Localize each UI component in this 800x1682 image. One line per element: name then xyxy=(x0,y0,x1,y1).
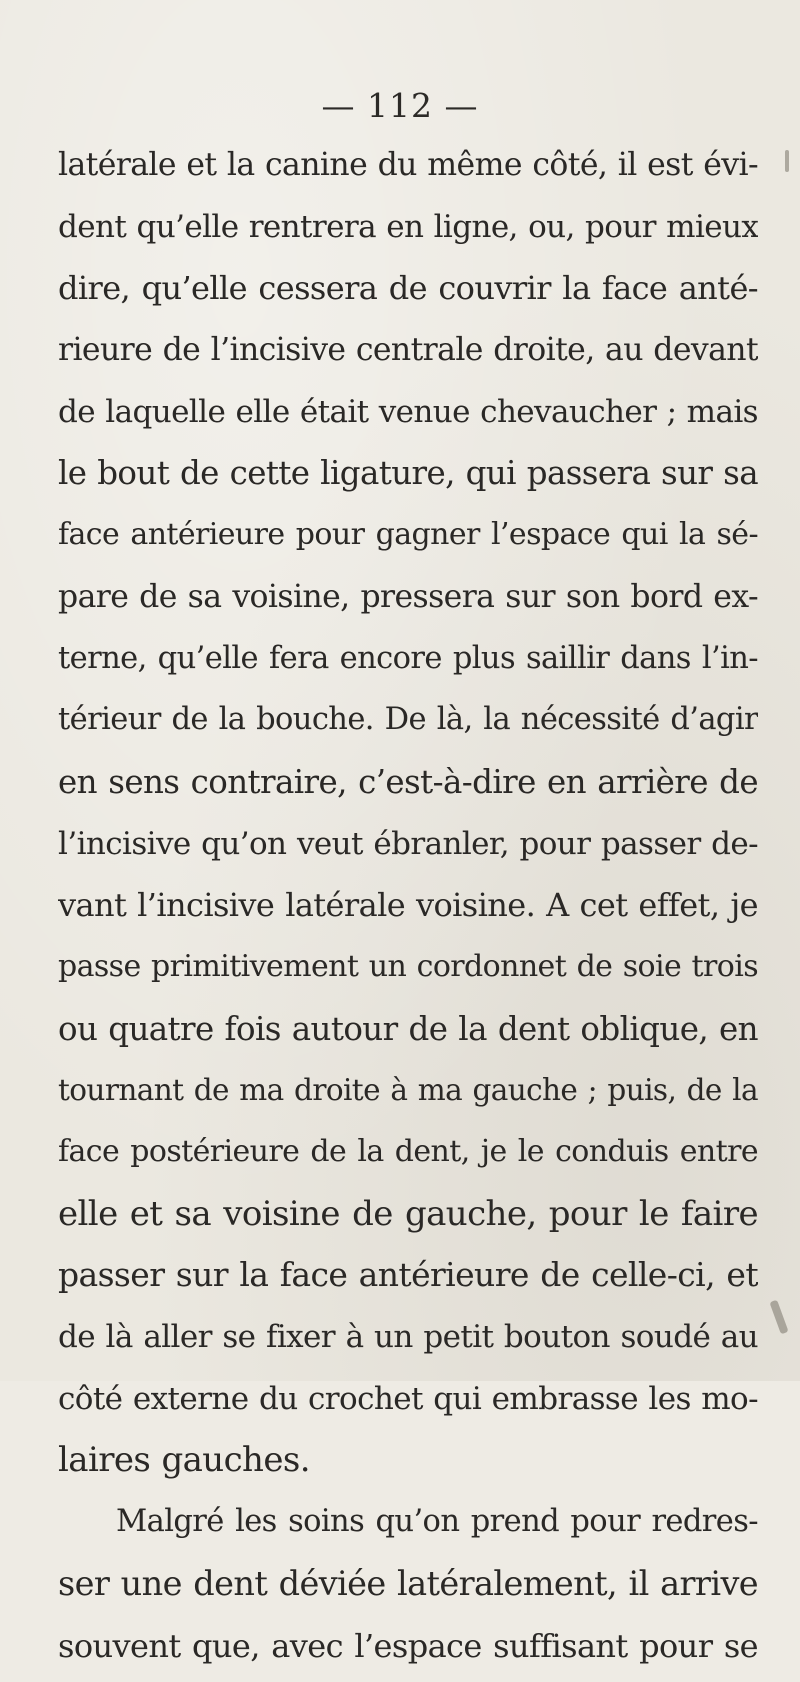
paper-blemish xyxy=(785,150,789,172)
text-line: ou quatre fois autour de la dent oblique, en xyxy=(58,1004,758,1066)
paper-blemish xyxy=(769,1300,788,1335)
paragraph-first-line: Malgré les soins qu’on prend pour redres- xyxy=(58,1497,758,1559)
text-line: latérale et la canine du même côté, il est évi- xyxy=(58,140,758,202)
text-line: dent qu’elle rentrera en ligne, ou, pour mieux xyxy=(58,202,758,264)
page-number-header: — 112 — xyxy=(0,88,800,124)
text-line: souvent que, avec l’espace suffisant pour se xyxy=(58,1621,758,1682)
text-line: de laquelle elle était venue chevaucher ; mais xyxy=(58,387,758,449)
text-line: pare de sa voisine, pressera sur son bord ex- xyxy=(58,572,758,634)
text-line: face postérieure de la dent, je le conduis entre xyxy=(58,1127,758,1189)
text-line: tournant de ma droite à ma gauche ; puis, de la xyxy=(58,1065,758,1127)
paragraph-last-line: laires gauches. xyxy=(58,1435,758,1497)
text-line: côté externe du crochet qui embrasse les mo- xyxy=(58,1374,758,1436)
text-line: vant l’incisive latérale voisine. A cet effet, je xyxy=(58,880,758,942)
text-line: terne, qu’elle fera encore plus saillir dans l’in- xyxy=(58,634,758,696)
text-line: ser une dent déviée latéralement, il arrive xyxy=(58,1559,758,1621)
text-line: térieur de la bouche. De là, la nécessité d’agir xyxy=(58,695,758,757)
text-line: l’incisive qu’on veut ébranler, pour passer de- xyxy=(58,819,758,881)
text-line: face antérieure pour gagner l’espace qui la sé- xyxy=(58,510,758,572)
text-line: de là aller se fixer à un petit bouton soudé au xyxy=(58,1312,758,1374)
text-line: le bout de cette ligature, qui passera sur sa xyxy=(58,448,758,510)
text-line: passe primitivement un cordonnet de soie trois xyxy=(58,942,758,1004)
text-line: passer sur la face antérieure de celle-ci, et xyxy=(58,1250,758,1312)
page-body-text xyxy=(58,140,758,1682)
text-line: elle et sa voisine de gauche, pour le faire xyxy=(58,1189,758,1251)
text-line: en sens contraire, c’est-à-dire en arrière de xyxy=(58,757,758,819)
text-line: rieure de l’incisive centrale droite, au devant xyxy=(58,325,758,387)
text-line: dire, qu’elle cessera de couvrir la face anté- xyxy=(58,263,758,325)
